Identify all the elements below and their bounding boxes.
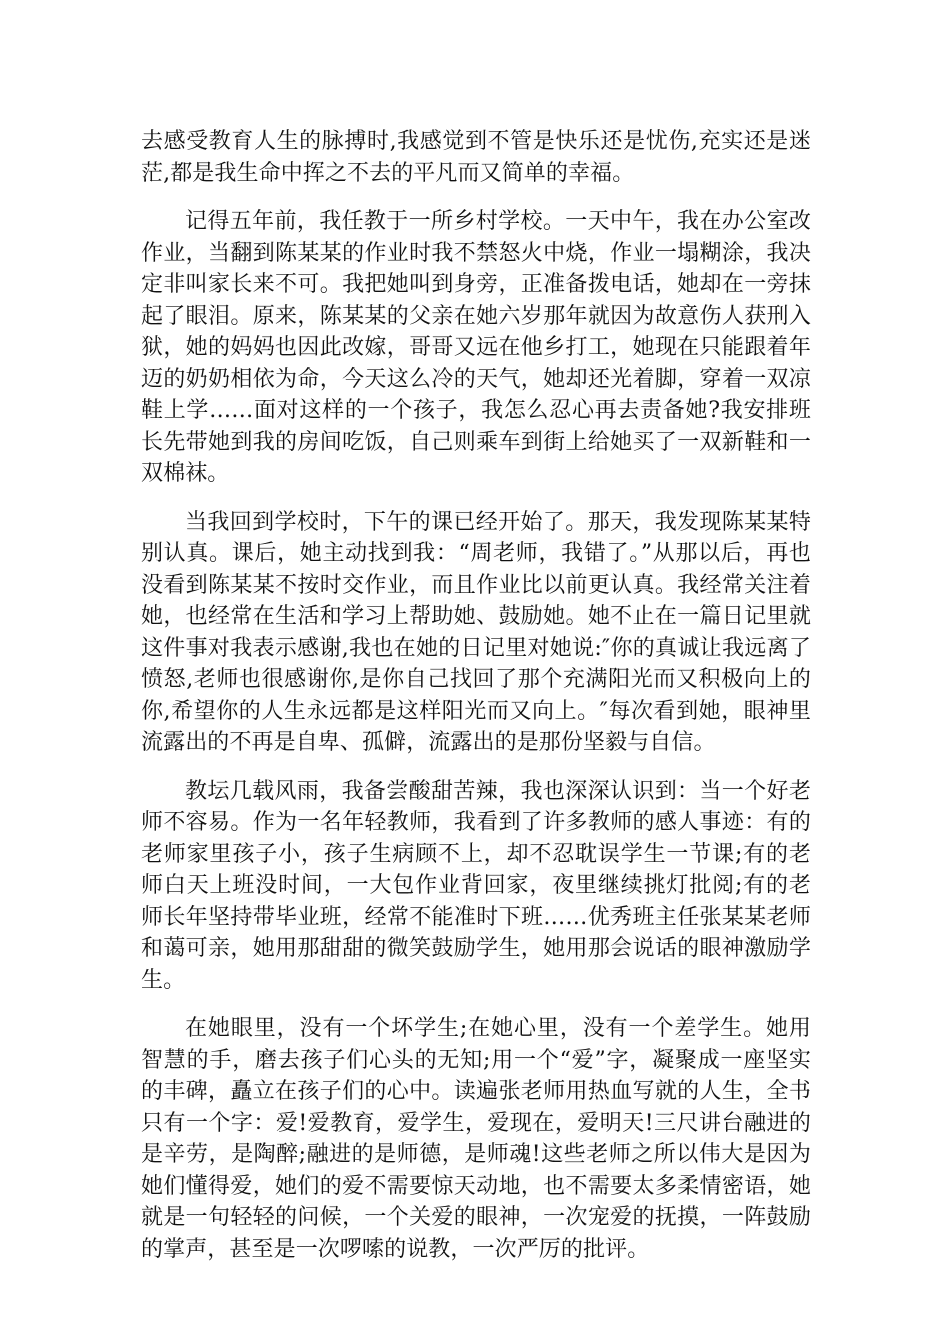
paragraph-1: 去感受教育人生的脉搏时,我感觉到不管是快乐还是忧伤,充实还是迷茫,都是我生命中挥之不去的平凡而又简单的幸福。 [141, 129, 811, 186]
document-body [141, 126, 811, 1265]
paragraph-5: 在她眼里，没有一个坏学生;在她心里，没有一个差学生。她用智慧的手，磨去孩子们心头的无知;用一个“爱”字，凝聚成一座坚实的丰碑，矗立在孩子们的心中。读遍张老师用热血写就的人生，全书只有一个字：爱!爱教育，爱学生，爱现在，爱明天!三尺讲台融进的是辛劳，是陶醉;融进的是师德，是师魂!这些老师之所以伟大是因为她们懂得爱，她们的爱不需要惊天动地，也不需要太多柔情密语，她就是一句轻轻的问候，一个关爱的眼神，一次宠爱的抚摸，一阵鼓励的掌声，甚至是一次啰嗦的说教，一次严厉的批评。 [141, 1016, 811, 1262]
paragraph-2: 记得五年前，我任教于一所乡村学校。一天中午，我在办公室改作业，当翻到陈某某的作业时我不禁怒火中烧，作业一塌糊涂，我决定非叫家长来不可。我把她叫到身旁，正准备拨电话，她却在一旁抹起了眼泪。原来，陈某某的父亲在她六岁那年就因为故意伤人获刑入狱，她的妈妈也因此改嫁，哥哥又远在他乡打工，她现在只能跟着年迈的奶奶相依为命，今天这么冷的天气，她却还光着脚，穿着一双凉鞋上学……面对这样的一个孩子，我怎么忍心再去责备她?我安排班长先带她到我的房间吃饭，自己则乘车到街上给她买了一双新鞋和一双棉袜。 [141, 209, 811, 486]
paragraph-4: 教坛几载风雨，我备尝酸甜苦辣，我也深深认识到：当一个好老师不容易。作为一名年轻教师，我看到了许多教师的感人事迹：有的老师家里孩子小，孩子生病顾不上，却不忍耽误学生一节课;有的老师白天上班没时间，一大包作业背回家，夜里继续挑灯批阅;有的老师长年坚持带毕业班，经常不能准时下班……优秀班主任张某某老师和蔼可亲，她用那甜甜的微笑鼓励学生，她用那会说话的眼神激励学生。 [141, 778, 811, 993]
paragraph-3: 当我回到学校时，下午的课已经开始了。那天，我发现陈某某特别认真。课后，她主动找到我：“周老师，我错了。”从那以后，再也没看到陈某某不按时交作业，而且作业比以前更认真。我经常关注着她，也经常在生活和学习上帮助她、鼓励她。她不止在一篇日记里就这件事对我表示感谢,我也在她的日记里对她说:″你的真诚让我远离了愤怒,老师也很感谢你,是你自己找回了那个充满阳光而又积极向上的你,希望你的人生永远都是这样阳光而又向上。″每次看到她，眼神里流露出的不再是自卑、孤僻，流露出的是那份坚毅与自信。 [141, 509, 811, 755]
